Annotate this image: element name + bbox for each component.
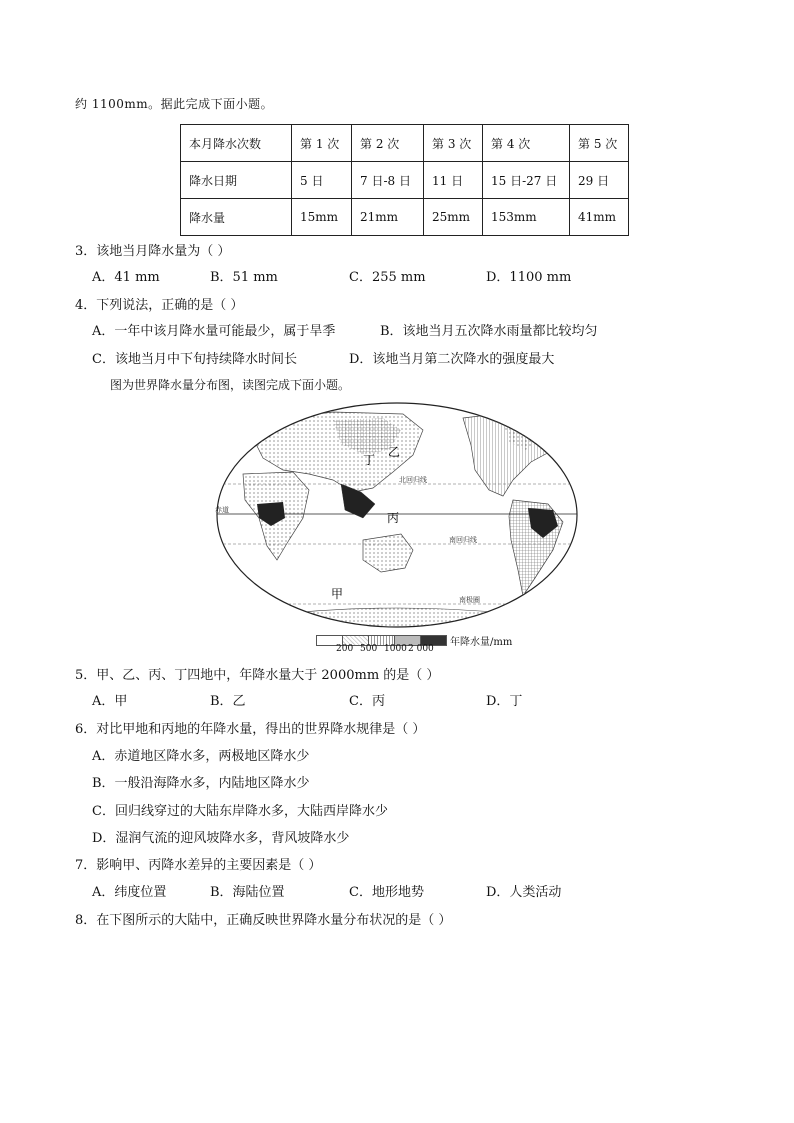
intro-text: 约 1100mm。据此完成下面小题。 [75,97,274,111]
map-caption: 图为世界降水量分布图，读图完成下面小题。 [110,378,351,392]
table-cell: 15 日-27 日 [483,162,570,199]
table-cell: 7 日-8 日 [352,162,424,199]
q7-option-a[interactable]: A．纬度位置 [92,885,167,900]
question-6-stem: 6．对比甲地和丙地的年降水量，得出的世界降水规律是（ ） [75,722,426,737]
table-cell: 11 日 [424,162,483,199]
table-cell: 第 4 次 [483,125,570,162]
label-tropic-cancer: 北回归线 [399,476,427,484]
label-equator: 赤道 [215,506,229,514]
q4-option-d[interactable]: D．该地当月第二次降水的强度最大 [349,352,555,367]
table-cell: 21mm [352,199,424,236]
q7-option-d[interactable]: D．人类活动 [486,885,562,900]
table-row [181,199,629,236]
table-row [181,162,629,199]
table-cell: 15mm [292,199,352,236]
label-antarctic-circle: 南极圈 [459,596,480,604]
q6-option-d[interactable]: D．湿润气流的迎风坡降水多，背风坡降水少 [92,831,350,846]
table-cell: 153mm [483,199,570,236]
q4-option-c[interactable]: C．该地当月中下旬持续降水时间长 [92,352,297,367]
q5-option-a[interactable]: A．甲 [92,694,128,709]
label-jia: 甲 [331,587,344,601]
legend-tick: 2 000 [408,644,434,654]
map-legend [316,630,513,654]
label-tropic-capricorn: 南回归线 [449,536,477,544]
q7-option-b[interactable]: B．海陆位置 [210,885,285,900]
table-cell: 第 1 次 [292,125,352,162]
q3-option-d[interactable]: D．1100 mm [486,270,572,285]
world-precipitation-map [213,400,581,630]
q5-option-d[interactable]: D．丁 [486,694,523,709]
question-4-stem: 4．下列说法，正确的是（ ） [75,298,244,313]
table-cell: 降水日期 [181,162,292,199]
question-8-stem: 8．在下图所示的大陆中，正确反映世界降水量分布状况的是（ ） [75,913,452,928]
table-cell: 降水量 [181,199,292,236]
q6-option-a[interactable]: A．赤道地区降水多，两极地区降水少 [92,749,310,764]
question-5-stem: 5．甲、乙、丙、丁四地中，年降水量大于 2000mm 的是（ ） [75,668,440,683]
q4-option-b[interactable]: B．该地当月五次降水雨量都比较均匀 [380,324,598,339]
question-7-stem: 7．影响甲、丙降水差异的主要因素是（ ） [75,858,322,873]
q6-option-b[interactable]: B．一般沿海降水多，内陆地区降水少 [92,776,310,791]
table-row [181,125,629,162]
table-cell: 本月降水次数 [181,125,292,162]
q4-option-a[interactable]: A．一年中该月降水量可能最少，属于旱季 [92,324,336,339]
table-cell: 29 日 [570,162,629,199]
q3-option-a[interactable]: A．41 mm [92,270,160,285]
table-cell: 第 3 次 [424,125,483,162]
q7-option-c[interactable]: C．地形地势 [349,885,424,900]
q3-option-c[interactable]: C．255 mm [349,270,426,285]
legend-tick: 200 [336,644,354,654]
q5-option-b[interactable]: B．乙 [210,694,246,709]
legend-tick: 500 [360,644,378,654]
label-yi: 乙 [388,445,401,459]
label-bing: 丙 [387,511,400,525]
rainfall-table [180,124,629,236]
landmass-antarctica [233,608,563,630]
label-ding: 丁 [363,453,376,467]
table-cell: 5 日 [292,162,352,199]
q5-option-c[interactable]: C．丙 [349,694,385,709]
legend-tick: 1000 [384,644,407,654]
table-cell: 第 2 次 [352,125,424,162]
q6-option-c[interactable]: C．回归线穿过的大陆东岸降水多，大陆西岸降水少 [92,804,388,819]
legend-unit: 年降水量/mm [450,637,513,648]
question-3-stem: 3．该地当月降水量为（ ） [75,244,231,259]
table-cell: 第 5 次 [570,125,629,162]
table-cell: 41mm [570,199,629,236]
table-cell: 25mm [424,199,483,236]
q3-option-b[interactable]: B．51 mm [210,270,278,285]
